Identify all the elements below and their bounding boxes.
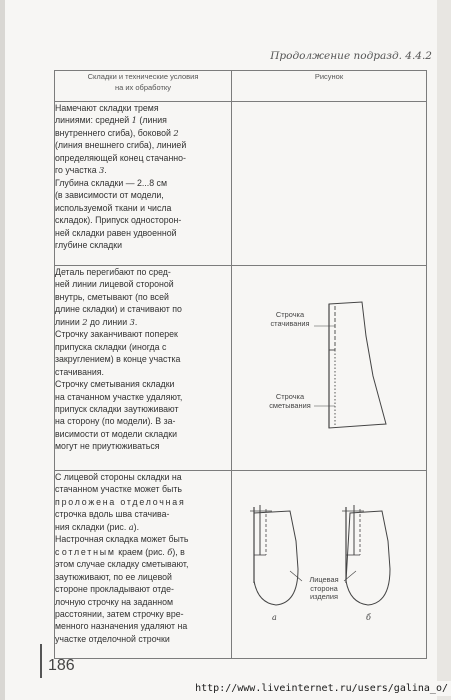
row3-figure <box>232 471 427 659</box>
table-row <box>55 102 427 266</box>
continuation-title: Продолжение подразд. 4.4.2 <box>270 50 432 62</box>
col-header-folds: Складки и технические условия на их обработку <box>55 71 232 102</box>
table-row <box>55 471 427 659</box>
col-header-figure: Рисунок <box>232 71 427 102</box>
page-edge-left <box>0 0 5 700</box>
row2-figure <box>232 266 427 471</box>
row1-figure <box>232 102 427 266</box>
fold-panel-outline <box>329 302 386 428</box>
topstitched-fold-diagram <box>232 471 427 659</box>
face-label-leader-a <box>290 571 302 581</box>
row1-text: Намечают складки тремя линиями: средней 1 (линия внутреннего сгиба), боковой 2 (линия внешнего сгиба), линией определяющей конец стачанно- го участка 3. Глубина складки — 2...8 см (в зависимости от модели, используемой ткани и числа складок). Припуск односторон- ней складки равен удвоенной глубине складки <box>55 102 232 266</box>
label-sewing-stitch: Строчка стачивания <box>270 310 310 328</box>
page-edge-right <box>437 0 451 700</box>
caption-b: б <box>366 613 371 622</box>
table-row <box>55 266 427 471</box>
fold-stitching-diagram <box>232 266 427 471</box>
source-url: http://www.liveinternet.ru/users/galina_o/ <box>192 681 451 696</box>
row2-text: Деталь перегибают по сред- ней линии лицевой стороной внутрь, сметывают (по всей длине складки) и стачивают по линии 2 до линии 3. Строчку заканчивают поперек припуска складки (иногда с закруглением) в конце участка стачивания. Строчку сметывания складки на стачанном участке удаляют, припуск складки заутюживают на сторону (по модели). В за- висимости от модели складки могут не приутюживаться <box>55 266 232 471</box>
caption-a: а <box>272 613 277 622</box>
label-basting-stitch: Строчка сметывания <box>269 392 311 410</box>
row3-text: С лицевой стороны складки на стачанном участке может быть проложена отделочная строчка вдоль шва стачива- ния складки (рис. а). Настрочная складка может быть с отлетным краем (рис. б), в этом случае складку сметывают, заутюживают, по ее лицевой стороне прокладывают отде- лочную строчку на заданном расстоянии, затем строчку вре- менного назначения удаляют на участке отделочной строчки <box>55 471 232 659</box>
folds-table <box>54 70 427 659</box>
page-number: 186 <box>48 657 75 674</box>
fold-a-outline <box>254 511 298 605</box>
page-number-bar <box>40 644 42 678</box>
label-face-side: Лицевая сторона изделия <box>309 575 339 601</box>
fold-b-outline <box>346 511 390 605</box>
table-header-row <box>55 71 427 102</box>
